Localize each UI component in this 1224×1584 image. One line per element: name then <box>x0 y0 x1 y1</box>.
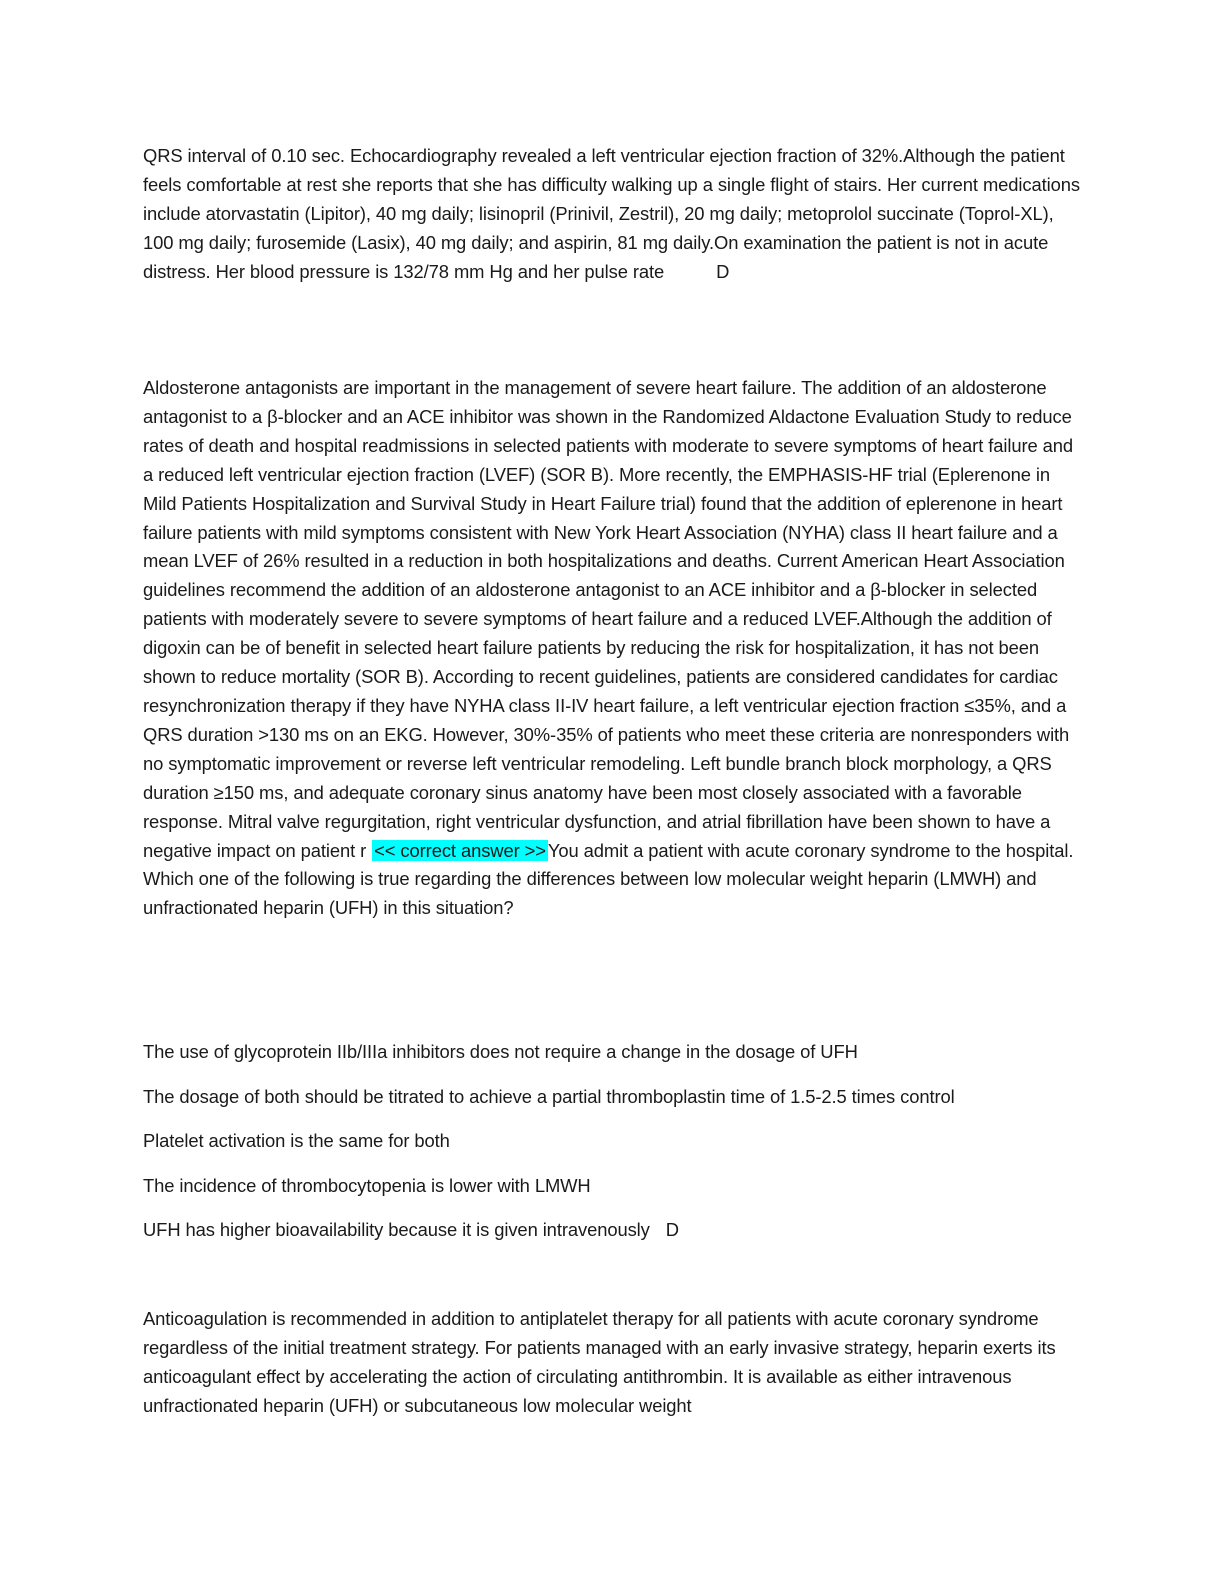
option-e-text: UFH has higher bioavailability because it is given intravenously <box>143 1219 650 1241</box>
paragraph-explanation <box>143 374 1083 923</box>
option-c: Platelet activation is the same for both <box>143 1130 450 1152</box>
paragraph-case-summary <box>143 142 1083 287</box>
correct-answer-highlight: << correct answer >> <box>374 839 546 861</box>
option-e <box>143 1216 1103 1261</box>
answer-letter: D <box>716 260 730 282</box>
option-b: The dosage of both should be titrated to achieve a partial thromboplastin time of 1.5-2.5 times control <box>143 1085 955 1107</box>
next-question-text: You admit a patient with acute coronary syndrome to the hospital. Which one of the following is true regarding the differences between low molecular weight heparin (LMWH) and unfractionated heparin (UFH) in this situation? <box>143 839 1074 919</box>
case-text: QRS interval of 0.10 sec. Echocardiography revealed a left ventricular ejection fraction of 32%.Although the patient feels comfortable at rest she reports that she has difficulty walking up a single flight of stairs. Her current medications include atorvastatin (Lipitor), 40 mg daily; lisinopril (Prinivil, Zestril), 20 mg daily; metoprolol succinate (Toprol-XL), 100 mg daily; furosemide (Lasix), 40 mg daily; and aspirin, 81 mg daily.On examination the patient is not in acute distress. Her blood pressure is 132/78 mm Hg and her pulse rate <box>143 145 1080 282</box>
explanation-text: Aldosterone antagonists are important in the management of severe heart failure. The addition of an aldosterone antagonist to a β-blocker and an ACE inhibitor was shown in the Randomized Aldactone Evaluation Study to reduce rates of death and hospital readmissions in selected patients with moderate to severe symptoms of heart failure and a reduced left ventricular ejection fraction (LVEF) (SOR B). More recently, the EMPHASIS-HF trial (Eplerenone in Mild Patients Hospitalization and Survival Study in Heart Failure trial) found that the addition of eplerenone in heart failure patients with mild symptoms consistent with New York Heart Association (NYHA) class II heart failure and a mean LVEF of 26% resulted in a reduction in both hospitalizations and deaths. Current American Heart Association guidelines recommend the addition of an aldosterone antagonist to an ACE inhibitor and a β-blocker in selected patients with moderately severe to severe symptoms of heart failure and a reduced LVEF.Although the addition of digoxin can be of benefit in selected heart failure patients by reducing the risk for hospitalization, it has not been shown to reduce mortality (SOR B). According to recent guidelines, patients are considered candidates for cardiac resynchronization therapy if they have NYHA class II-IV heart failure, a left ventricular ejection fraction ≤35%, and a QRS duration >130 ms on an EKG. However, 30%-35% of patients who meet these criteria are nonresponders with no symptomatic improvement or reverse left ventricular remodeling. Left bundle branch block morphology, a QRS duration ≥150 ms, and adequate coronary sinus anatomy have been most closely associated with a favorable response. Mitral valve regurgitation, right ventricular dysfunction, and atrial fibrillation have been shown to have a negative impact on patient r <box>143 377 1073 861</box>
option-a: The use of glycoprotein IIb/IIIa inhibitors does not require a change in the dosage of UFH <box>143 1041 858 1062</box>
options-answer-letter: D <box>665 1219 679 1241</box>
anticoagulation-text: Anticoagulation is recommended in addition to antiplatelet therapy for all patients with acute coronary syndrome regardless of the initial treatment strategy. For patients managed with an early invasive strategy, heparin exerts its anticoagulant effect by accelerating the action of circulating antithrombin. It is available as either intravenous unfractionated heparin (UFH) or subcutaneous low molecular weight <box>143 1308 1056 1416</box>
option-d: The incidence of thrombocytopenia is lower with LMWH <box>143 1174 591 1196</box>
answer-options <box>143 1038 1103 1261</box>
paragraph-anticoagulation <box>143 1305 1083 1421</box>
